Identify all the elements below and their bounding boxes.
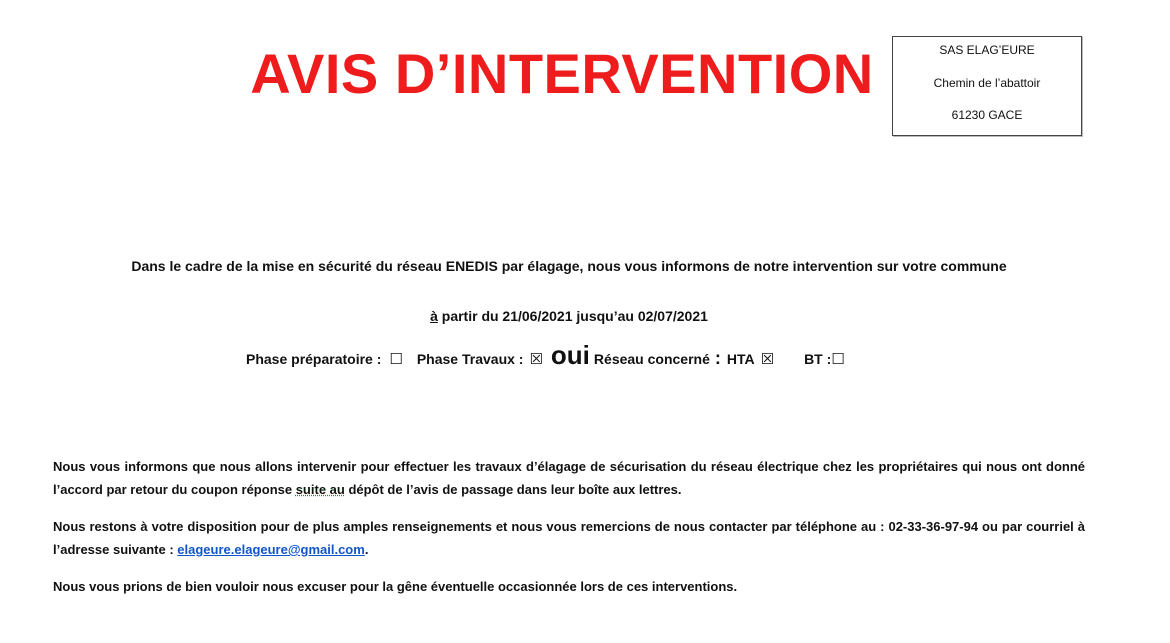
phase-line <box>246 340 845 371</box>
phase-prep-label: Phase préparatoire : <box>246 351 382 367</box>
phase-oui-text: oui <box>550 340 590 370</box>
paragraph-2-text-b: . <box>364 542 369 557</box>
dates-prefix: à <box>430 308 438 324</box>
hta-label: HTA <box>726 351 755 367</box>
intro-text: Dans le cadre de la mise en sécurité du réseau ENEDIS par élagage, nous vous informons de notre intervention sur votre commune <box>131 258 1007 274</box>
city-address: 61230 GACE <box>951 108 1023 122</box>
company-name: SAS ELAG’EURE <box>939 43 1035 57</box>
dates-line <box>0 308 1138 324</box>
paragraph-1-text-b: dépôt de l’avis de passage dans leur boîte aux lettres. <box>344 482 682 497</box>
street-address: Chemin de l’abattoir <box>933 76 1041 90</box>
phase-travaux-label: Phase Travaux : <box>416 351 524 367</box>
paragraph-2-text-a: Nous restons à votre disposition pour de plus amples renseignements et nous vous remercions de nous contacter par téléphone au : 02-33-36-97-94 ou par courriel à l’adresse suivante : <box>53 519 1085 557</box>
page-title: AVIS D’INTERVENTION <box>250 42 874 105</box>
reseau-colon: : <box>714 348 721 368</box>
paragraph-1 <box>53 455 1085 501</box>
paragraph-1-text-a: Nous vous informons que nous allons intervenir pour effectuer les travaux d’élagage de sécurisation du réseau électrique chez les propriétaires qui nous ont donné l’accord par retour du coupon réponse <box>53 459 1085 497</box>
address-box <box>892 36 1082 136</box>
dates-text: partir du 21/06/2021 jusqu’au 02/07/2021 <box>437 308 708 324</box>
phase-travaux-checkbox[interactable]: ☒ <box>529 351 543 368</box>
paragraph-3: Nous vous prions de bien vouloir nous excuser pour la gêne éventuelle occasionnée lors de ces interventions. <box>53 579 738 594</box>
reseau-label: Réseau concerné <box>593 351 710 367</box>
paragraph-1-dotted: suite au <box>295 482 345 497</box>
bt-checkbox[interactable]: ☐ <box>831 351 845 368</box>
paragraph-2 <box>53 515 1085 561</box>
email-link[interactable]: elageure.elageure@gmail.com <box>177 542 365 557</box>
hta-checkbox[interactable]: ☒ <box>760 351 775 368</box>
phase-prep-checkbox[interactable]: ☐ <box>389 351 403 368</box>
bt-label: BT : <box>804 351 832 367</box>
